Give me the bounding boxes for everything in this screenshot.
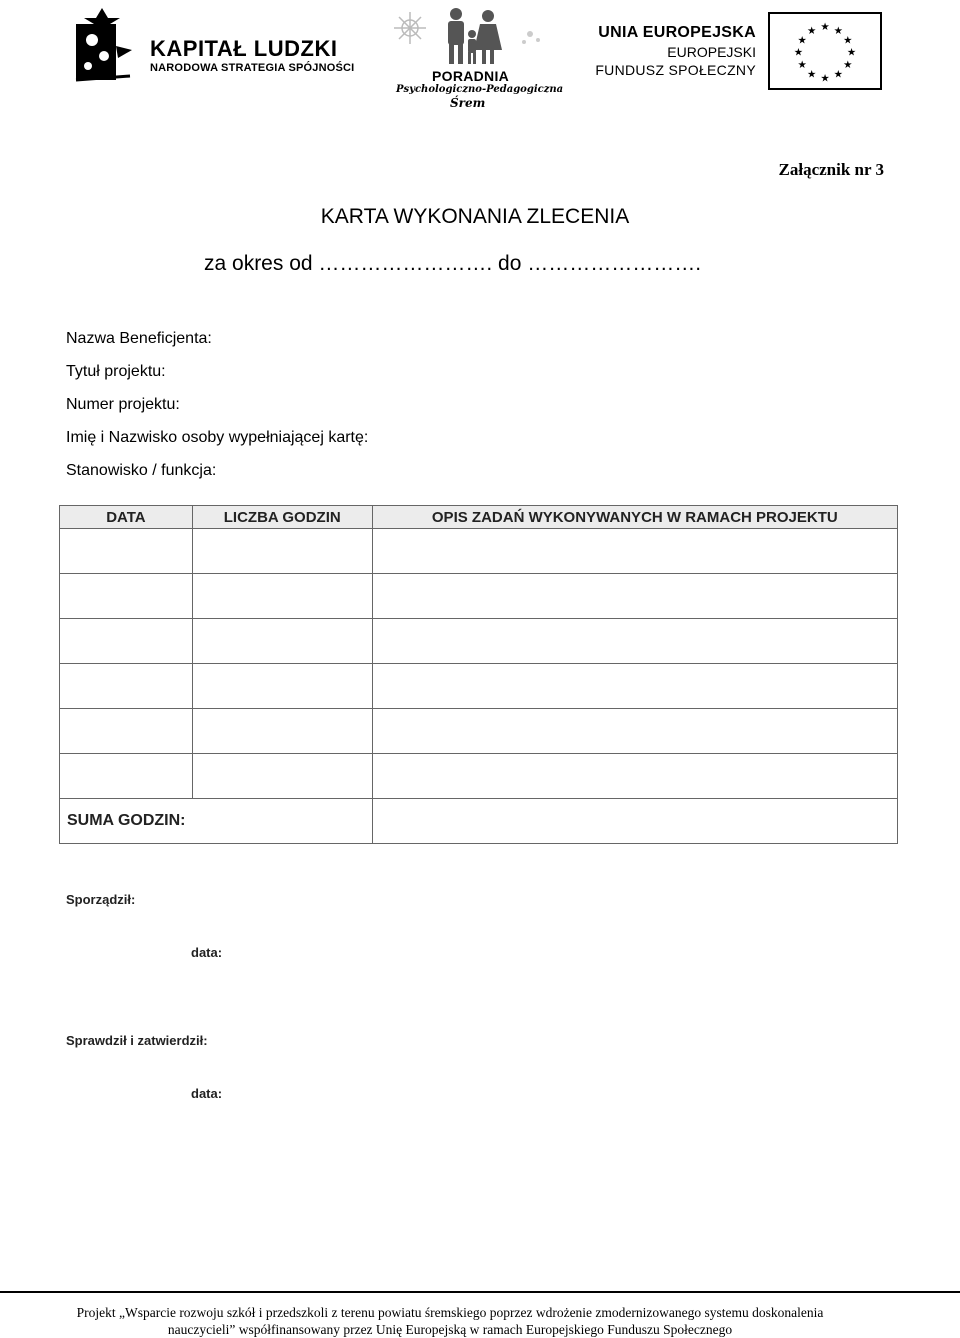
sum-hours-label-text: SUMA GODZIN: — [67, 812, 186, 829]
approved-date-label: data: — [191, 1086, 223, 1101]
svg-text:★: ★ — [833, 68, 843, 81]
table-row — [60, 709, 898, 754]
hours-cell[interactable] — [192, 529, 372, 574]
hours-cell[interactable] — [192, 709, 372, 754]
info-fields — [66, 328, 368, 493]
eu-logo — [595, 12, 884, 92]
period-line: za okres od ……………………. do ……………………. — [204, 252, 702, 275]
description-cell[interactable] — [372, 574, 897, 619]
field-beneficiary-name: Nazwa Beneficjenta: — [66, 330, 212, 347]
date-cell[interactable] — [60, 709, 193, 754]
description-cell[interactable] — [372, 664, 897, 709]
svg-text:★: ★ — [820, 21, 830, 34]
table-row — [60, 619, 898, 664]
column-header-description: OPIS ZADAŃ WYKONYWANYCH W RAMACH PROJEKTU — [372, 506, 897, 529]
hours-cell[interactable] — [192, 574, 372, 619]
table-row — [60, 664, 898, 709]
annex-label: Załącznik nr 3 — [778, 160, 884, 179]
field-position: Stanowisko / funkcja: — [66, 462, 217, 479]
hours-cell[interactable] — [192, 619, 372, 664]
table-row — [60, 754, 898, 799]
svg-text:★: ★ — [797, 34, 807, 47]
date-cell[interactable] — [60, 574, 193, 619]
table-row — [60, 574, 898, 619]
field-project-number: Numer projektu: — [66, 396, 180, 413]
eu-flag-icon — [768, 12, 882, 90]
svg-text:★: ★ — [793, 46, 804, 59]
sum-hours-value-cell[interactable] — [372, 799, 897, 844]
poradnia-logo — [392, 4, 564, 110]
svg-text:★: ★ — [820, 72, 830, 85]
date-cell[interactable] — [60, 664, 193, 709]
footer-line-1: Projekt „Wsparcie rozwoju szkół i przedszkoli z terenu powiatu śremskiego poprzez wdrożenie zmodernizowanego systemu doskonalenia — [76, 1305, 824, 1320]
hours-cell[interactable] — [192, 754, 372, 799]
svg-text:★: ★ — [843, 34, 853, 47]
kapital-ludzki-title: KAPITAŁ LUDZKI — [150, 36, 338, 61]
poradnia-title: PORADNIA — [432, 68, 510, 84]
description-cell[interactable] — [372, 619, 897, 664]
document-title: KARTA WYKONANIA ZLECENIA — [320, 205, 630, 228]
date-cell[interactable] — [60, 754, 193, 799]
kapital-ludzki-subtitle: NARODOWA STRATEGIA SPÓJNOŚCI — [150, 62, 355, 74]
description-cell[interactable] — [372, 709, 897, 754]
sum-hours-label — [60, 799, 373, 844]
field-person-name: Imię i Nazwisko osoby wypełniającej kartę: — [66, 429, 369, 446]
table-header-row — [60, 506, 898, 529]
family-figures-icon — [392, 4, 552, 70]
svg-text:★: ★ — [807, 68, 817, 81]
description-cell[interactable] — [372, 529, 897, 574]
date-cell[interactable] — [60, 619, 193, 664]
description-cell[interactable] — [372, 754, 897, 799]
approved-by-label: Sprawdził i zatwierdził: — [66, 1033, 208, 1048]
poradnia-city: Śrem — [450, 96, 486, 110]
prepared-by-label: Sporządził: — [66, 892, 136, 907]
svg-text:★: ★ — [843, 59, 853, 72]
eu-logo-line2: EUROPEJSKI — [667, 44, 756, 60]
work-hours-table — [59, 505, 898, 844]
sum-row — [60, 799, 898, 844]
hours-cell[interactable] — [192, 664, 372, 709]
eu-logo-line3: FUNDUSZ SPOŁECZNY — [595, 62, 756, 78]
column-header-hours: LICZBA GODZIN — [192, 506, 372, 529]
poradnia-subtitle: Psychologiczno-Pedagogiczna — [396, 84, 564, 95]
kapital-ludzki-mark-icon — [72, 6, 134, 84]
eu-logo-title: UNIA EUROPEJSKA — [598, 24, 756, 41]
field-project-title: Tytuł projektu: — [66, 363, 166, 380]
svg-text:★: ★ — [846, 46, 857, 59]
table-row — [60, 529, 898, 574]
column-header-date: DATA — [60, 506, 193, 529]
svg-text:★: ★ — [797, 59, 807, 72]
date-cell[interactable] — [60, 529, 193, 574]
svg-text:★: ★ — [807, 24, 817, 37]
svg-text:★: ★ — [833, 24, 843, 37]
footer-divider — [0, 1291, 960, 1293]
footer-line-2: nauczycieli” współfinansowany przez Unię Europejską w ramach Europejskiego Funduszu Społecznego — [167, 1322, 733, 1337]
kapital-ludzki-logo — [72, 6, 355, 88]
footer-text — [0, 1304, 900, 1338]
prepared-date-label: data: — [191, 945, 223, 960]
